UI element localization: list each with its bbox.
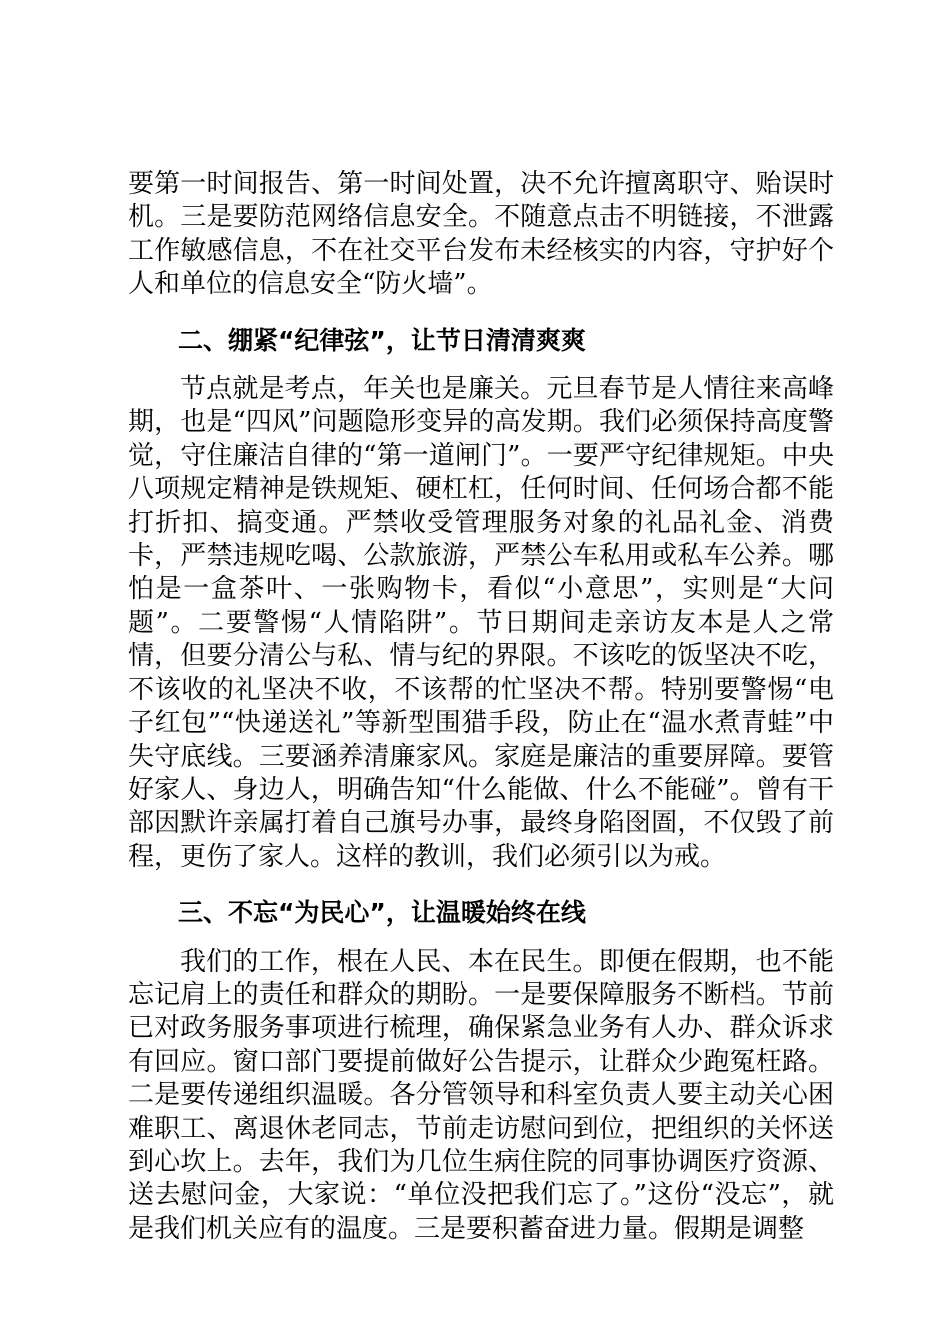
section-heading-people: 三、不忘“为民心”，让温暖始终在线 <box>178 898 586 928</box>
section-heading-discipline: 二、绷紧“纪律弦”，让节日清清爽爽 <box>178 325 586 355</box>
paragraph-discipline: 节点就是考点，年关也是廉关。元旦春节是人情往来高峰期，也是“四风”问题隐形变异的高发期。我们必须保持高度警觉，守住廉洁自律的“第一道闸门”。一要严守纪律规矩。中央八项规定精神是铁规矩、硬杠杠，任何时间、任何场合都不能打折扣、搞变通。严禁收受管理服务对象的礼品礼金、消费卡，严禁违规吃喝、公款旅游，严禁公车私用或私车公养。哪怕是一盒茶叶、一张购物卡，看似“小意思”，实则是“大问题”。二要警惕“人情陷阱”。节日期间走亲访友本是人之常情，但要分清公与私、情与纪的界限。不该吃的饭坚决不吃，不该收的礼坚决不收，不该帮的忙坚决不帮。特别要警惕“电子红包”“快递送礼”等新型围猎手段，防止在“温水煮青蛙”中失守底线。三要涵养清廉家风。家庭是廉洁的重要屏障。要管好家人、身边人，明确告知“什么能做、什么不能碰”。曾有干部因默许亲属打着自己旗号办事，最终身陷囹圄，不仅毁了前程，更伤了家人。这样的教训，我们必须引以为戒。 <box>128 374 834 872</box>
document-page <box>128 168 834 1246</box>
paragraph-people: 我们的工作，根在人民、本在民生。即便在假期，也不能忘记肩上的责任和群众的期盼。一是要保障服务不断档。节前已对政务服务事项进行梳理，确保紧急业务有人办、群众诉求有回应。窗口部门要提前做好公告提示，让群众少跑冤枉路。二是要传递组织温暖。各分管领导和科室负责人要主动关心困难职工、离退休老同志，节前走访慰问到位，把组织的关怀送到心坎上。去年，我们为几位生病住院的同事协调医疗资源、送去慰问金，大家说：“单位没把我们忘了。”这份“没忘”，就是我们机关应有的温度。三是要积蓄奋进力量。假期是调整 <box>128 946 834 1244</box>
paragraph-continued: 要第一时间报告、第一时间处置，决不允许擅离职守、贻误时机。三是要防范网络信息安全。不随意点击不明链接，不泄露工作敏感信息，不在社交平台发布未经核实的内容，守护好个人和单位的信息安全“防火墙”。 <box>128 169 834 300</box>
